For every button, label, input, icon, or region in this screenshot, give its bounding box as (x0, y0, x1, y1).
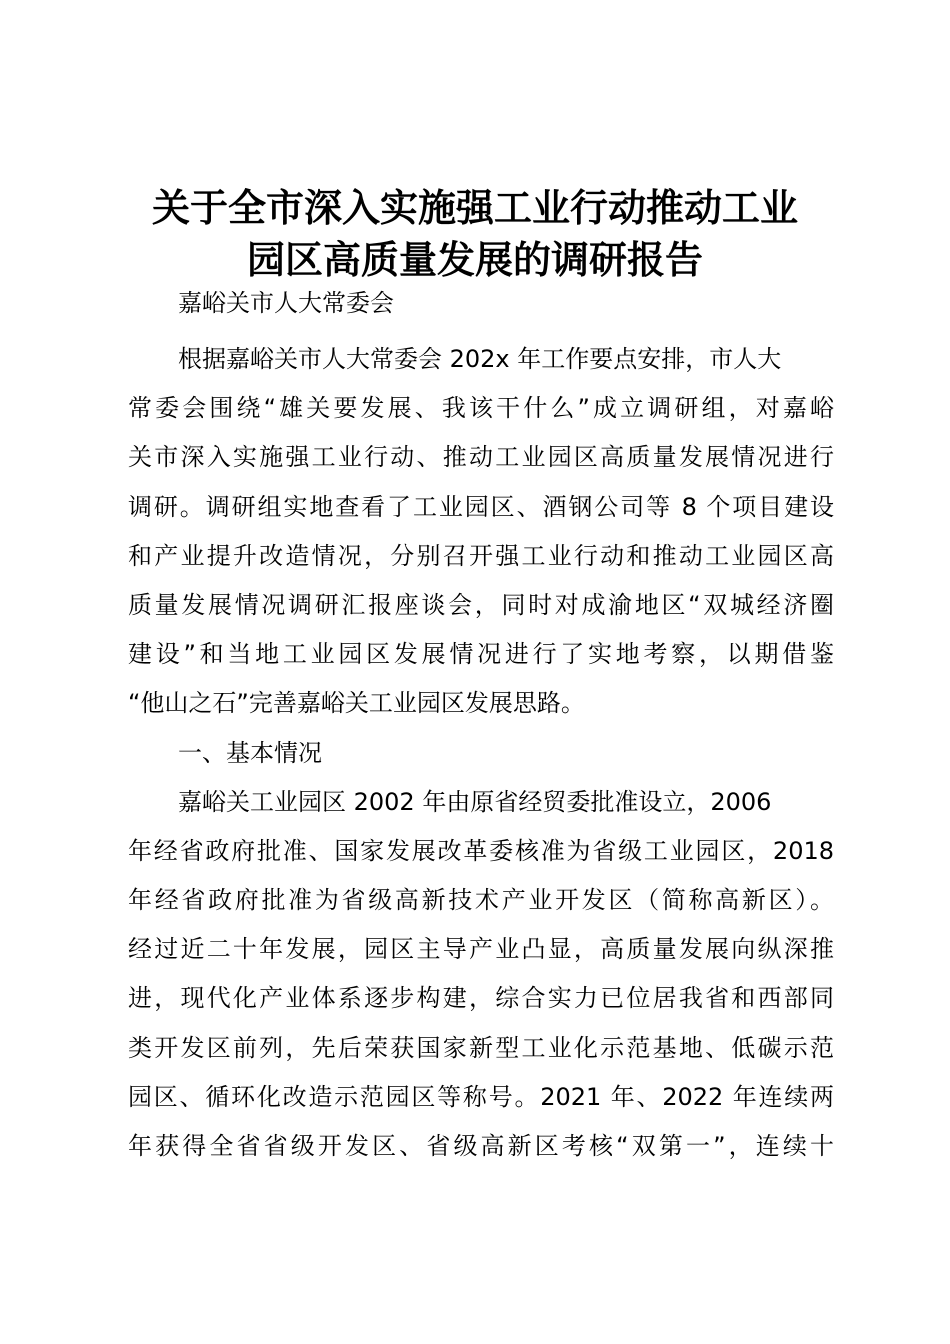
title-line-2: 园区高质量发展的调研报告 (246, 238, 703, 282)
paragraph-2-line: 嘉峪关工业园区 2002 年由原省经贸委批准设立，2006 (178, 787, 772, 816)
paragraph-1-line: 关市深入实施强工业行动、推动工业园区高质量发展情况进行 (128, 443, 834, 472)
paragraph-2-line: 进，现代化产业体系逐步构建，综合实力已位居我省和西部同 (128, 984, 834, 1013)
document-title (110, 182, 840, 286)
paragraph-1-line: 质量发展情况调研汇报座谈会，同时对成渝地区“双城经济圈 (128, 590, 834, 619)
paragraph-1-line: 建设”和当地工业园区发展情况进行了实地考察，以期借鉴 (128, 640, 834, 669)
document-body (128, 335, 834, 1171)
paragraph-1-line: 根据嘉峪关市人大常委会 202x 年工作要点安排，市人大 (178, 345, 782, 373)
document-author: 嘉峪关市人大常委会 (178, 289, 394, 317)
paragraph-2-line: 年获得全省省级开发区、省级高新区考核“双第一”，连续十 (128, 1132, 834, 1160)
paragraph-2-line: 年经省政府批准为省级高新技术产业开发区（简称高新区）。 (128, 886, 834, 915)
paragraph-2-line: 年经省政府批准、国家发展改革委核准为省级工业园区，2018 (128, 836, 834, 865)
paragraph-1-line: 常委会围绕“雄关要发展、我该干什么”成立调研组，对嘉峪 (128, 394, 834, 423)
paragraph-2-line: 类开发区前列，先后荣获国家新型工业化示范基地、低碳示范 (128, 1033, 834, 1062)
paragraph-1-line: 和产业提升改造情况，分别召开强工业行动和推动工业园区高 (128, 541, 834, 570)
title-line-1: 关于全市深入实施强工业行动推动工业 (151, 186, 798, 230)
paragraph-1-line: 调研。调研组实地查看了工业园区、酒钢公司等 8 个项目建设 (128, 492, 834, 521)
paragraph-2-line: 园区、循环化改造示范园区等称号。2021 年、2022 年连续两 (128, 1082, 834, 1111)
paragraph-2-line: 经过近二十年发展，园区主导产业凸显，高质量发展向纵深推 (128, 935, 834, 964)
section-heading: 一、基本情况 (178, 738, 322, 767)
paragraph-1-line: “他山之石”完善嘉峪关工业园区发展思路。 (128, 689, 585, 718)
